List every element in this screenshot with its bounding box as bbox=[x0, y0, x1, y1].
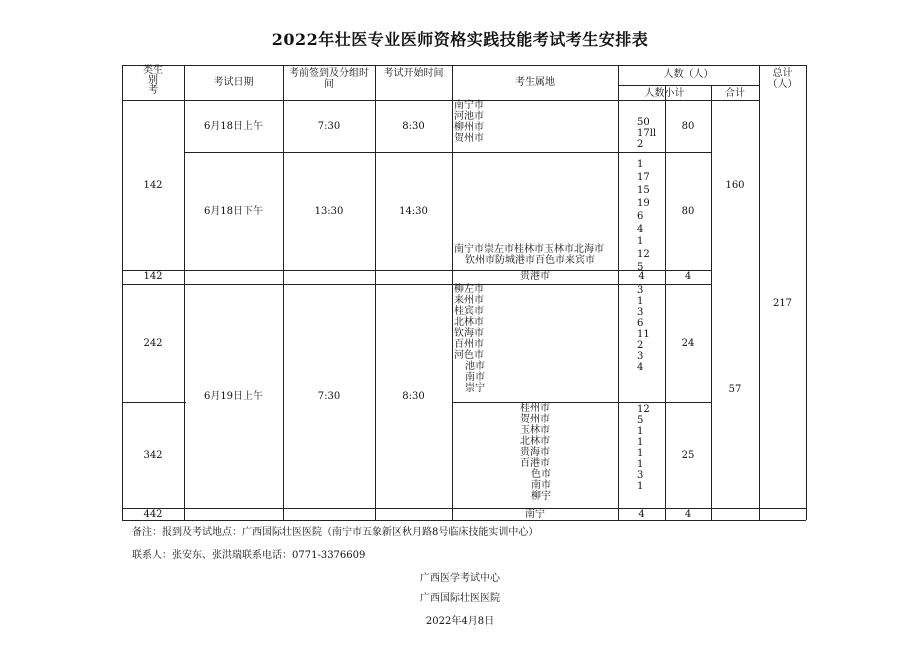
category-cell: 142 bbox=[143, 271, 163, 282]
subtotal-cell: 25 bbox=[681, 450, 695, 461]
subtotal-cell: 24 bbox=[681, 338, 695, 349]
footer-org-2: 广西国际壮医医院 bbox=[420, 593, 500, 604]
category-cell: 342 bbox=[143, 450, 163, 461]
count-list: 1 17 15 19 6 4 1 12 5 bbox=[637, 159, 650, 274]
header-checkin-time: 考前签到及分组时 间 bbox=[289, 68, 369, 90]
count-list: 3 1 3 6 11 2 3 4 bbox=[637, 285, 650, 373]
checkin-time-cell: 7:30 bbox=[317, 121, 341, 132]
header-start-time: 考试开始时间 bbox=[383, 68, 444, 79]
header-people: 人数（人） bbox=[663, 69, 714, 80]
origin-list: 南宁市崇左市桂林市玉林市北海市 钦州市防城港市百色市来宾市 bbox=[454, 244, 604, 266]
exam-date-cell: 6月18日上午 bbox=[203, 121, 264, 132]
category-cell: 142 bbox=[143, 180, 163, 191]
start-time-cell: 8:30 bbox=[402, 121, 425, 132]
origin-list: 柳左市 来州市 桂宾市 北林市 钦海市 百州市 河色市 池市 南市 崇宁 bbox=[454, 284, 485, 394]
exam-date-cell: 6月19日上午 bbox=[203, 391, 264, 402]
subtotal-cell: 4 bbox=[684, 271, 692, 282]
category-cell: 242 bbox=[143, 338, 163, 349]
exam-date-cell: 6月18日下午 bbox=[203, 206, 264, 217]
footer-contact: 联系人：张安东、张洪瑞联系电话：0771-3376609 bbox=[132, 550, 366, 561]
footer-org-1: 广西医学考试中心 bbox=[420, 573, 500, 584]
merged-total-cell: 57 bbox=[728, 384, 742, 395]
page-title: 2022年壮医专业医师资格实践技能考试考生安排表 bbox=[271, 30, 649, 49]
count-list: 12 5 1 1 1 1 3 1 bbox=[637, 404, 650, 492]
header-grand-total: 总计 （人） bbox=[767, 68, 798, 90]
start-time-cell: 8:30 bbox=[402, 391, 425, 402]
category-cell: 442 bbox=[143, 509, 163, 520]
count-cell: 4 bbox=[638, 509, 645, 520]
header-origin: 考生属地 bbox=[515, 77, 555, 88]
subtotal-cell: 4 bbox=[684, 509, 692, 520]
footer-note: 备注：报到及考试地点：广西国际壮医医院（南宁市五象新区秋月路8号临床技能实训中心） bbox=[132, 527, 539, 538]
header-exam-date: 考试日期 bbox=[213, 77, 254, 88]
origin-list: 南宁市 河池市 柳州市 贺州市 bbox=[454, 100, 484, 144]
checkin-time-cell: 7:30 bbox=[317, 391, 341, 402]
merged-total-cell: 160 bbox=[725, 180, 745, 191]
header-total: 合计 bbox=[725, 88, 745, 99]
footer-date: 2022年4月8日 bbox=[425, 616, 495, 627]
origin-cell: 南宁 bbox=[525, 509, 545, 520]
header-category: 类生 别 考 bbox=[143, 65, 163, 96]
subtotal-cell: 80 bbox=[681, 121, 695, 132]
header-subtotal: 人数小计 bbox=[644, 88, 685, 99]
origin-cell: 贵港市 bbox=[520, 271, 550, 282]
origin-list: 桂州市 贺州市 玉林市 北林市 贵海市 百港市 色市 南市 柳宇 bbox=[520, 403, 551, 502]
count-cell: 4 bbox=[638, 271, 645, 282]
subtotal-cell: 80 bbox=[681, 206, 695, 217]
start-time-cell: 14:30 bbox=[399, 206, 428, 217]
count-list: 50 17ll 2 bbox=[637, 117, 657, 150]
grand-total-cell: 217 bbox=[772, 298, 793, 309]
checkin-time-cell: 13:30 bbox=[314, 206, 344, 217]
